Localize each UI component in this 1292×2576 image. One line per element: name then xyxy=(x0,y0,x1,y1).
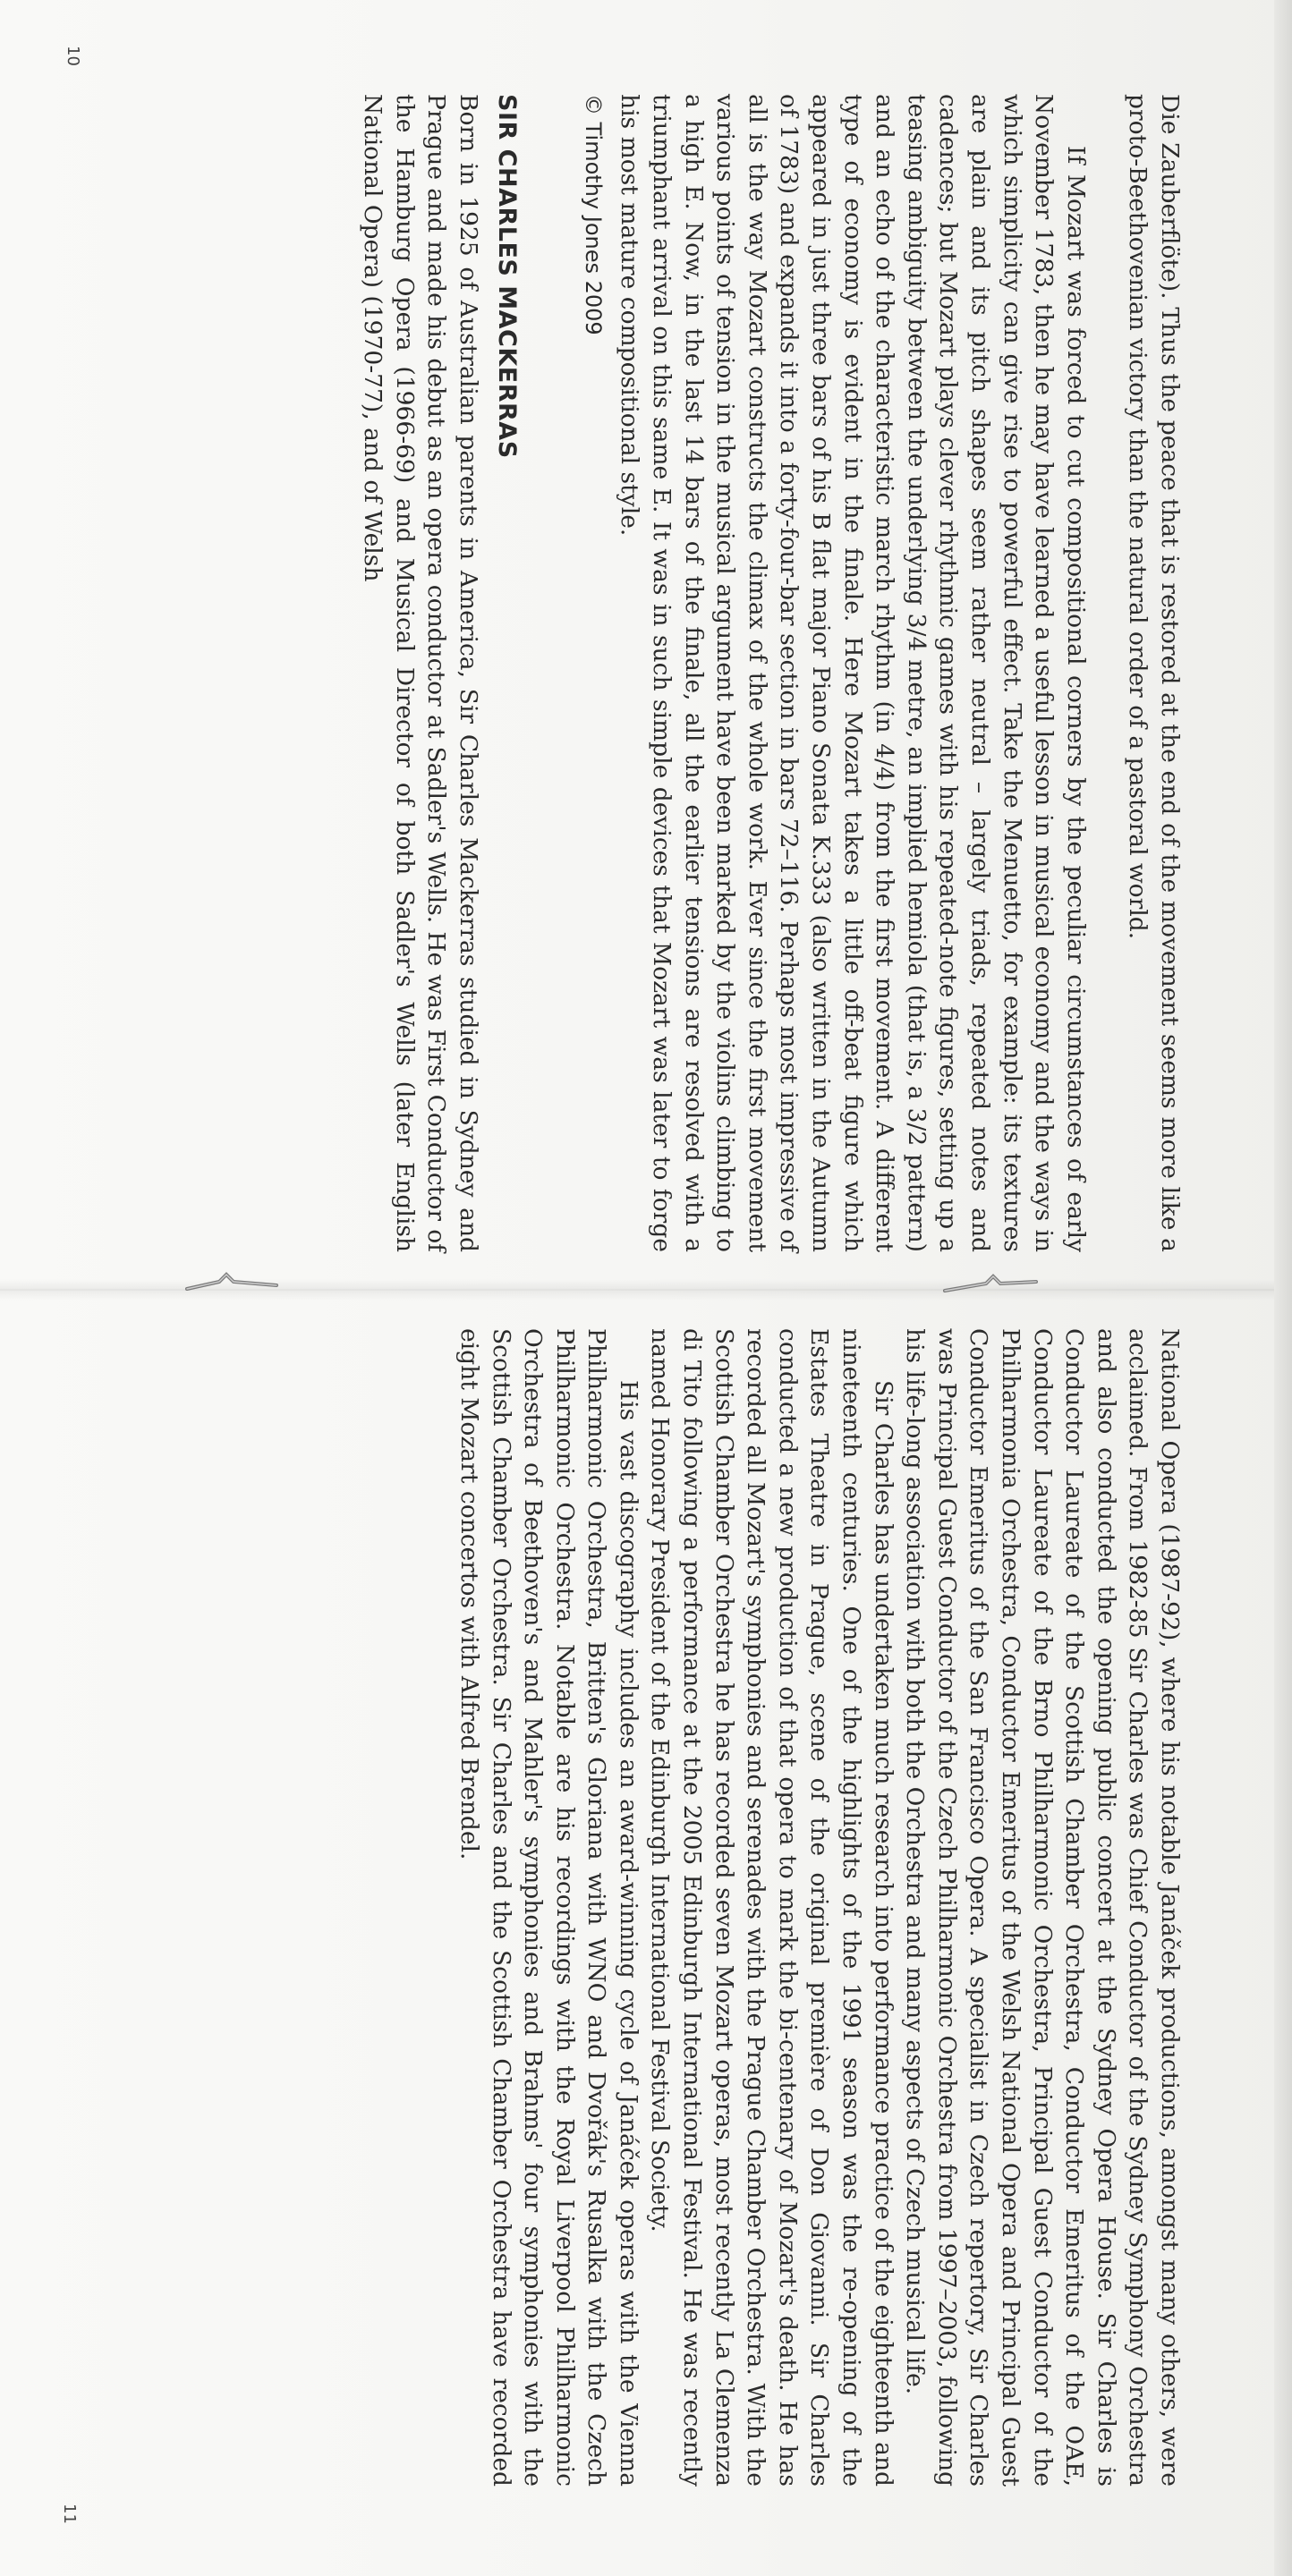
left-paragraph-2: If Mozart was forced to cut compositional corners by the peculiar circumstances of early November 1783, then he may have learned a useful lesson in musical economy and the ways in which simplicity can give rise to powerful effect. Take the Menuetto, for example: its textures are plain and its pitch shapes seem rather neutral – largely triads, repeated notes and cadences; but Mozart plays clever rhythmic games with his repeated-note figures, setting up a teasing ambiguity between the underlying 3/4 metre, an implied hemiola (that is, a 3/2 pattern) and an echo of the characteristic march rhythm (in 4/4) from the first movement. A different type of economy is evident in the finale. Here Mozart takes a little off-beat figure which appeared in just three bars of his B flat major Piano Sonata K.333 (also written in the Autumn of 1783) and expands it into a forty-four-bar section in bars 72–116. Perhaps most impressive of all is the way Mozart constructs the climax of the whole work. Ever since the first movement various points of tension in the musical argument have been marked by the violins climbing to a high E. Now, in the last 14 bars of the finale, all the earlier tensions are resolved with a triumphant arrival on this same E. It was in such simple devices that Mozart was later to forge his most mature compositional style. xyxy=(616,94,1090,1252)
copyright-line: © Timothy Jones 2009 xyxy=(580,94,606,335)
left-paragraph-3: Born in 1925 of Australian parents in America, Sir Charles Mackerras studied in Sydney and Prague and made his debut as an opera conductor at Sadler's Wells. He was First Conductor of the Hamburg Opera (1966-69) and Musical Director of both Sadler's Wells (later English National Opera) (1970-77), and of Welsh xyxy=(358,94,482,1252)
right-paragraph-1: National Opera (1987-92), where his notable Janáček productions, amongst many others, were acclaimed. From 1982-85 Sir Charles was Chief Conductor of the Sydney Symphony Orchestra and also conducted the opening public concert at the Sydney Opera House. Sir Charles is Conductor Laureate of the Scottish Chamber Orchestra, Conductor Emeritus of the OAE, Conductor Laureate of the Brno Philharmonic Orchestra, Principal Guest Conductor of the Philharmonia Orchestra, Conductor Emeritus of the Welsh National Opera and Principal Guest Conductor Emeritus of the San Francisco Opera. A specialist in Czech repertory, Sir Charles was Principal Guest Conductor of the Czech Philharmonic Orchestra from 1997–2003, following his life-long association with both the Orchestra and many aspects of Czech musical life. xyxy=(901,1328,1184,2487)
right-page xyxy=(67,1328,1186,2487)
left-paragraph-1: Die Zauberflöte). Thus the peace that is restored at the end of the movement seems more like a proto-Beethovenian victory than the natural order of a pastoral world. xyxy=(1124,94,1184,1252)
staple-bottom xyxy=(941,1271,1040,1294)
section-heading: SIR CHARLES MACKERRAS xyxy=(493,94,522,459)
right-paragraph-2: Sir Charles has undertaken much research into performance practice of the eighteenth and nineteenth centuries. One of the highlights of the 1991 season was the re-opening of the Estates Theatre in Prague, scene of the original première of Don Giovanni. Sir Charles conducted a new production of that opera to mark the bi-centenary of Mozart's death. He has recorded all Mozart's symphonies and serenades with the Prague Chamber Orchestra. With the Scottish Chamber Orchestra he has recorded seven Mozart operas, most recently La Clemenza di Tito following a performance at the 2005 Edinburgh International Festival. He was recently named Honorary President of the Edinburgh International Festival Society. xyxy=(646,1328,897,2487)
page-number-right: 11 xyxy=(59,2504,79,2524)
page-number-left: 10 xyxy=(63,46,82,66)
left-page xyxy=(67,94,1186,1252)
staple-top xyxy=(183,1271,282,1294)
page-edge-shadow xyxy=(1274,0,1292,2576)
right-paragraph-3: His vast discography includes an award-winning cycle of Janáček operas with the Vienna Philharmonic Orchestra, Britten's Gloriana with WNO and Dvořák's Rusalka with the Czech Philharmonic Orchestra. Notable are his recordings with the Royal Liverpool Philharmonic Orchestra of Beethoven's and Mahler's symphonies and Brahms' four symphonies with the Scottish Chamber Orchestra. Sir Charles and the Scottish Chamber Orchestra have recorded eight Mozart concertos with Alfred Brendel. xyxy=(455,1328,642,2487)
